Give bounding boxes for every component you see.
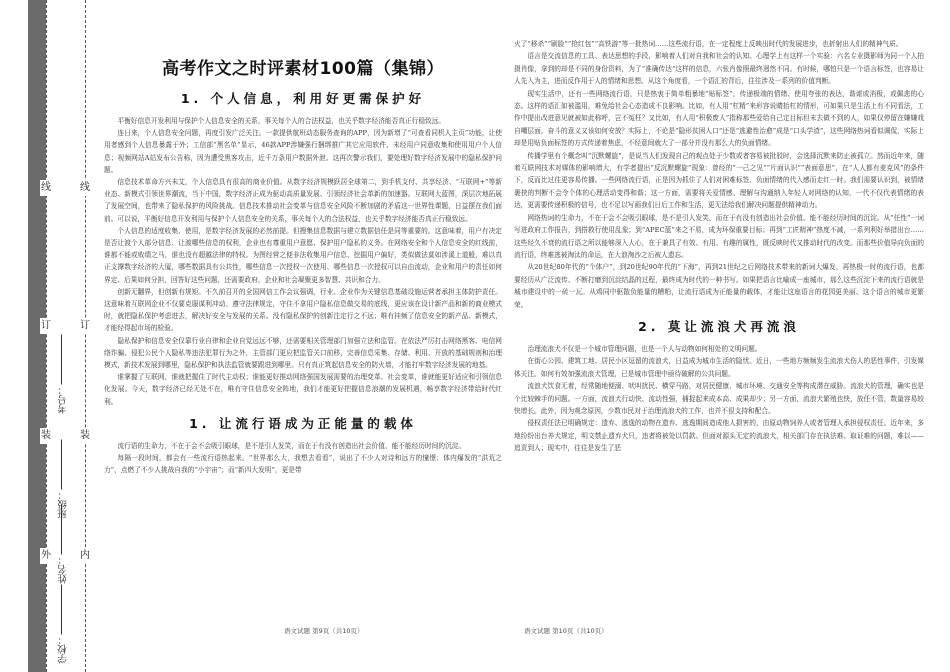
paragraph: 传播学里有个概念叫“沉默螺旋”，是说当人们发现自己的观点处于少数或者容易被批驳时，会选择沉默来防止被孤立。然而近年来，随着互联网技术对媒体的影响增大，有学者提出“反沉默螺旋”现象：曾经的“一己之见”“片面认识”“表面意思”，在“人人都有麦克风”的条件下，反而比过往更容易传播。一些网络流行语，正是因为抓住了人们对困难标签、负面情绪的代入感而走红一时。我们需要认识到，被情绪裹挟的判断不会令个体的心理活动变得和谐；这一方面，需要将关爱情感、理解与沟通纳入年轻人对网络的认知，一代不仅代表情绪的表达，更需要传递积极的信号，也不足以写画我们日后工作和生活，更无法给我们解决问题提供精神动力。 <box>514 151 924 210</box>
outer-cut-line <box>46 0 47 672</box>
paragraph: 流浪犬饮食无着，经常随地便溺、吠叫扰民、横穿马路，对居民健康、城市环境、交通安全等构成潜在威胁。流浪犬的管理，确实也是个比较棘手的问题。一方面，流浪犬行动快、流动性强，捕捉起来成本高、成果却少；另一方面，流浪犬繁殖也快，放任不管，数量容易较快增长。此外，因为观念原因，少数市民对于治理流浪犬的工作，也并不很支持和配合。 <box>514 382 924 415</box>
binding-char: 线 <box>40 180 52 196</box>
inner-cut-line <box>85 0 86 672</box>
binding-char: 订 <box>79 318 91 334</box>
school-field[interactable] <box>57 585 71 664</box>
paragraph: 从20世纪80年代的“个体户”，到20世纪90年代的“下海”，再到21世纪之后网络技术带来的新词大爆发，再热极一时的流行语，也都要经历从广泛流传、不断打磨到沉淀结晶的过程，最终成为时代的一种书写。如果把语言比喻成一座城市，那么这些沉淀下来的流行语就是城市建设中的一砖一瓦。从鸡同中驱散负能量的糟粕，让流行语成为正能量的载体，才能让这座语言的花园更美丽、这个语言的城市更繁荣。 <box>514 263 924 309</box>
class-field[interactable] <box>57 440 71 519</box>
section-heading: 1. 让流行语成为正能量的载体 <box>189 415 417 431</box>
paragraph: 现实生活中，还有一些网络流行语，只是热衷于简单粗暴地“贴标签”，传递极端的情绪、使用夸张的表达，谐谑或消极，或佩悲的心态。这样的语汇如被滥用，难免给社会心态造成不良影响。比如，有人用“杠精”来形容说睛抬杠的情形，可如果只是生活上有不同看法，工作中提出改进意见就被如此称呼，岂不冤枉？又比如，有人用“积极废人”指称那些爱给自己定目标但未去做不到的人，如果仅停留在嫌嫌戏自嘲层面，奋斗的意义又该如何安放？实际上，不论是“隐形贫困人口”还是“逃避性治愈”成是“口头学渣”，这些网络热词看似调侃，实际上却是用贴负面标签的方式传递着焦虑，不经意间就大了一部分并没有那么大的负面情绪。 <box>514 89 924 148</box>
exam-number-label: 考号： <box>58 385 69 414</box>
binding-char: 装 <box>40 428 52 444</box>
paragraph: 火了“移杀”“刷脸”“抢红包”“高铁游”等一批热词……这些流行语，在一定程度上反映出时代的发展进步，也折射出人们的精神气质。 <box>514 40 903 48</box>
paragraph: 隐私保护和信息安全仅靠行业自律和企业自觉远远不够，还需要相关管理部门加强立法和监管。在依法严厉打击网络黑客、电信网络诈骗、侵犯公民个人隐私等违法犯罪行为之外，主管部门更应把监管关口前移，完善信息采集、存储、利用、开放的基础规则和治理模式，新技术发展到哪里，隐私保护和执法监管就要跟进到哪里。只有真正筑起信息安全的防火墙，才能打牢数字经济发展的地基。 <box>104 336 502 370</box>
paragraph: 流行语的生命力，不在于会不会吸引眼球，是不是引人发笑，而在于有没有创造出社会价值、能不能经历时间的沉淀。 <box>117 441 466 450</box>
binding-char: 订 <box>40 318 52 334</box>
paragraph: 在街心公园、建筑工地、居民小区逗留的流浪犬，日益成为城市生活的隐忧。近日，一些地方频频发生流浪犬伤人的恶性事件，引发媒体关注。如何有效加强流浪犬管理，已是城市管理中亟待破解的公共问题。 <box>514 357 924 378</box>
document-title: 高考作文之时评素材100篇（集锦） <box>162 59 444 79</box>
paragraph: 治理流浪犬不仅是一个城市管理问题，也是一个人与动物如何相处的文明问题。 <box>527 344 762 353</box>
binding-char: 装 <box>79 428 91 444</box>
binding-char: 线 <box>79 180 91 196</box>
binding-char: 外 <box>40 548 52 564</box>
paragraph: 谁掌握了互联网，谁就把握住了时代主动权；谁能更好推动网络强国发展需要的治理变革、社会变革，谁就能更好适应和引领信息化发展。今天，数字经济已经无处不在，唯有守住信息安全阵地，我们才能更好把握信息浪潮的发展机遇，畅享数字经济带给时代红利。 <box>104 373 502 406</box>
page-footer: 语文试题 第9页（共10页） <box>284 627 364 635</box>
section-heading: 1. 个人信息，利用好更需保护好 <box>180 91 426 106</box>
paragraph: 侵权责任法已明确规定：遗弃、逃逸的动物在遗弃、逃逸期间造成他人损害的，由原动物饲养人或者管理人承担侵权责任。近年来，多地纷纷出台养犬规定，明文禁止遗弃犬只，违者将被处以罚款。但面对源头无定的流浪犬，相关部门存在执法难、取证难的问题，难以——追责到人；现实中，往往是发生了恶 <box>514 419 924 453</box>
binding-strip <box>28 0 46 672</box>
exam-number-field[interactable] <box>57 335 71 414</box>
paragraph: 信息技术革命方兴未艾，个人信息具有很高的商业价值。从数字经济规模跃居全球第二，到手机支付、共享经济、“互联网+”等新业态、新模式引领世界潮流，当下中国，数字经济正成为驱动高质量发展、引领经济社会革新的加速器。互联网大蓝图，深层次地拓展了发展空间，也带来了隐私保护的风险挑战。信息技术推动社会变革与信息安全风险不断加剧的矛盾这一世界性课题，日益摆在我们面前。可以说，平衡好信息开发利用与保护个人信息安全的关系，事关每个人的合法权益，也关乎数字经济能否真正行稳致远。 <box>104 178 502 223</box>
page-footer: 语文试题 第10页（共10页） <box>524 627 608 635</box>
paragraph: 个人信息的适度收集、使用，是数字经济发展的必然前提。但搜集信息数据与建立数据信任是同等重要的。这意味着，用户有决定是否让渡个人部分信息、让渡哪些信息的权利，企业也有尊重用户意愿、保护用户隐私的义务。在网络安全和个人信息安全的红线前，谁都不能或败绩之马，谁也没有超越法律的特权。为图经营之便非法收集用户信息、挖掘用户偏好，类似做法莫如涉溪上道般，难以真正支撑数字经济的大厦，哪些数据具有公共性，哪些信息一次授权一次使用、哪些信息一次授权可以自由流动，企业和用户的责任如何界定、后果如何分担，回答好这些问题，还需要政府、企业和社会凝聚更多智慧、共识和合力。 <box>104 226 502 284</box>
paragraph: 平衡好信息开发利用与保护个人信息安全的关系，事关每个人的合法权益，也关乎数字经济能否真正行稳致远。 <box>117 117 446 125</box>
binding-char: 内 <box>79 548 91 564</box>
left-page <box>104 44 502 610</box>
paragraph: 网络热词的生命力，不在于会不会吸引眼球，是不是引人发笑，而在于有没有创造出社会价值、能不能经历时间的沉淀。从“任性”一词写进政府工作报告，到搭救行使用乱象；到“APEC蓝”来之不易，成为环保重要目标；再到“工匠精神”热度不减，一系列利好举措出台……这些经久不衰的流行语之所以能够深入人心，在于兼具了有效、有用、有趣的属性，既反映时代又推动时代的改变。而那些价值导向负面的流行语，终难逃被淘汰的命运，在大浪淘沙之后被人遗忘。 <box>514 213 924 259</box>
class-label: 班级： <box>58 490 69 519</box>
right-page <box>514 38 924 610</box>
paragraph: 语言是交流信息的工具、表达思想的手段，影响着人们对自我和社会的认知。心理学上有这样一个实验：六名专业摄影师为同一个人拍摄肖像，拿到的却是不同的身份资料，为了“准确传达”这样的信息，六张肖像照最终迥然不同。有时候，哪怕只是一个语言标签，也容易让人先入为主，进而反作用于人的情绪和思想。从这个角度看，一个语汇的背后，往往涉及一系列的价值判断。 <box>514 52 924 86</box>
school-label: 学校： <box>58 635 69 664</box>
paragraph: 每隔一段时间，都会有一些流行语热起来。“世界那么大，我想去看看”，说出了不少人对诗和远方的憧憬；体内爆发的“洪荒之力”，点燃了不少人挑战自我的“小宇宙”；而“新四大发明”，更是带 <box>104 454 502 475</box>
paragraph: 连日来，个人信息安全问题，再度引发广泛关注。一款提供航班动态服务查询的APP，因为新增了“可查看同机人主页”功能，让使用者感到个人信息暴露于外；工信部“黑名单”显示，46款APP涉嫌强行捆绑推广其它应用软件、未经用户同意收集和使用用户个人信息；视频网站A站发布公告称，因为遭受黑客攻击，近千万条用户数据外泄。这再次警示我们，要处理好数字经济发展中的隐私保护问题。 <box>104 129 502 174</box>
paragraph: 创新无翻界，但创新有规矩。不久前召开的全国网信工作会议强调，行业、企业作为关键信息基础设施运营者承担主体防护责任。这意味着互联网企业不仅要克服谋利冲动、遵守法律规定，守住不拿用户隐私信息做交易的底线，更应该在设计新产品和新的商业模式时，就把隐私保护考虑进去，解决好安全与发展的关系。没有隐私保护的创新注定行之不远；唯有挂频了信息安全的新产品、新模式，才能经得起市场的检验。 <box>104 287 502 333</box>
section-heading: 2. 莫让流浪犬再流浪 <box>638 318 800 334</box>
name-label: 姓名： <box>58 555 69 584</box>
